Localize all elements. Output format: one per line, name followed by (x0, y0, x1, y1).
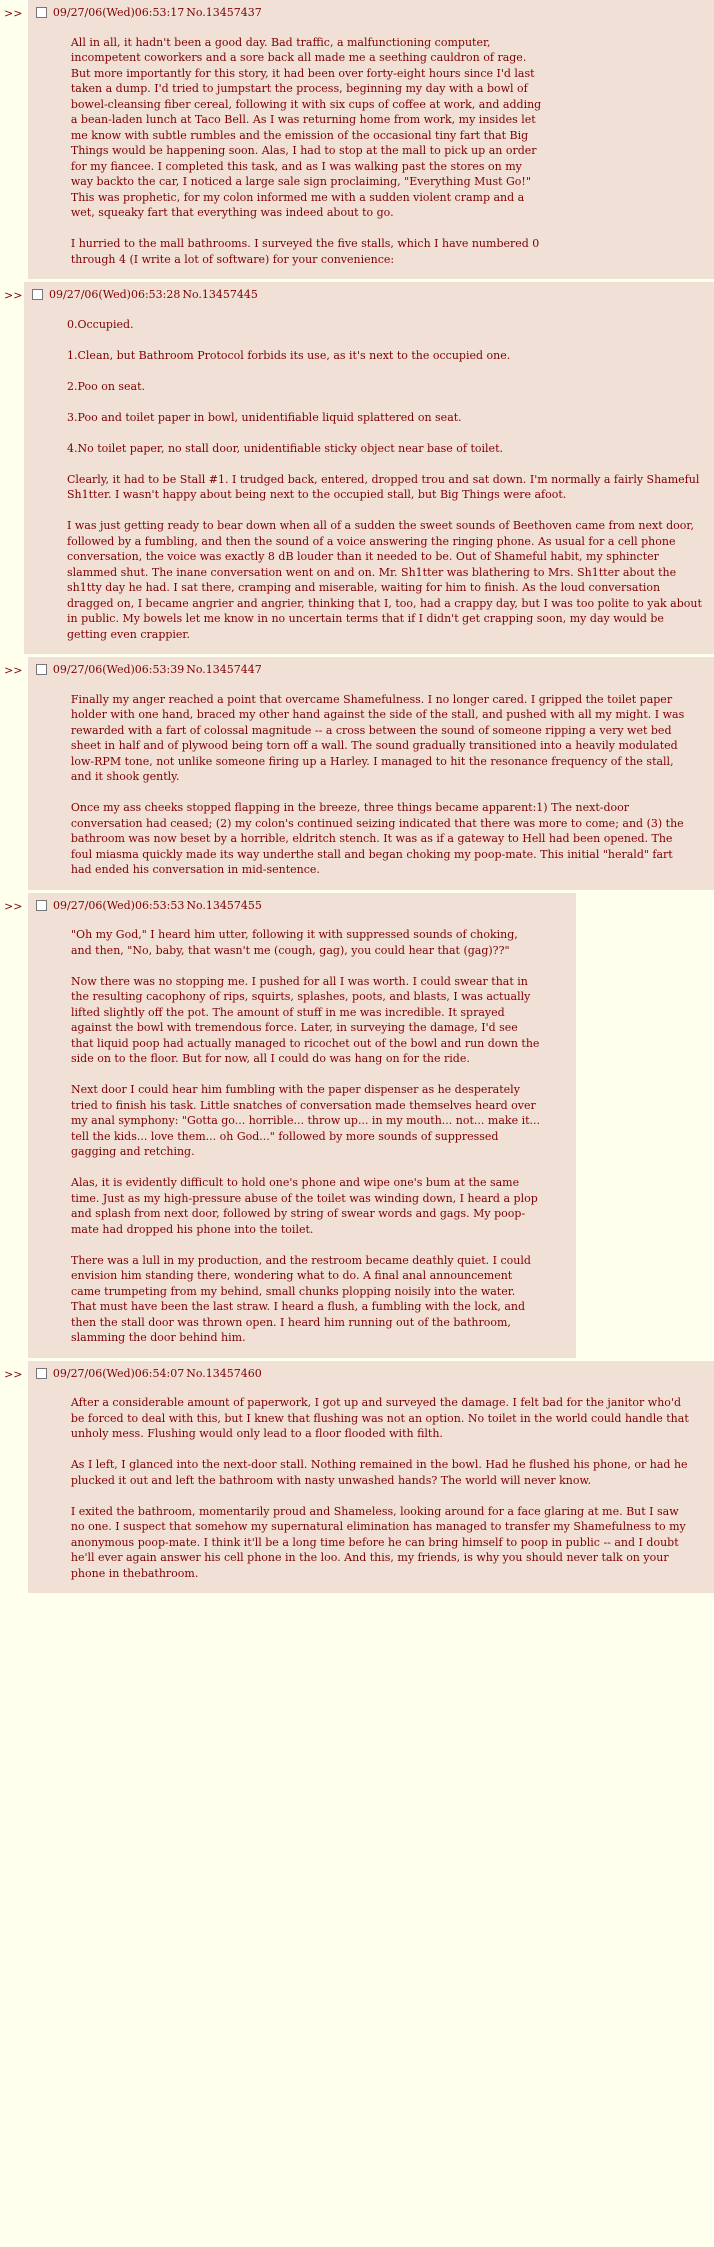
post-paragraph: Next door I could hear him fumbling with the paper dispenser as he desperately tried to finish his task. Little snatches of conversation made themselves heard over my anal symphony: "Gotta go... horrible... throw up... in my mouth... not... make it... tell the kids... love them... oh God..." followed by more sounds of suppressed gagging and retching. (71, 1083, 540, 1158)
reply-row (0, 282, 714, 654)
reply-row (0, 1361, 714, 1594)
reply-arrows: >> (4, 7, 23, 20)
post-number-link[interactable]: No.13457445 (182, 288, 258, 301)
post-paragraph: Alas, it is evidently difficult to hold one's phone and wipe one's bum at the same time. Just as my high-pressure abuse of the toilet was winding down, I heard a plop and splash from next door, followed by string of swear words and gags. My poop-mate had dropped his phone into the toilet. (71, 1176, 538, 1236)
reply-arrows: >> (4, 664, 23, 677)
reply-post (28, 0, 714, 279)
post-date: 09/27/06(Wed)06:54:07 (52, 1366, 185, 1380)
post-number-link[interactable]: No.13457455 (186, 898, 262, 912)
post-select-checkbox[interactable] (36, 664, 47, 675)
post-date: 09/27/06(Wed)06:53:28 (49, 288, 181, 301)
post-paragraph: 4.No toilet paper, no stall door, unidentifiable sticky object near base of toilet. (67, 441, 503, 455)
post-number-link[interactable]: No.13457460 (186, 1366, 262, 1380)
post-paragraph: 0.Occupied. (67, 317, 134, 331)
reply-row (0, 893, 714, 1358)
post-header (36, 898, 564, 914)
reply-post (28, 893, 576, 1358)
post-number-link[interactable]: No.13457447 (186, 663, 262, 676)
post-paragraph: As I left, I glanced into the next-door stall. Nothing remained in the bowl. Had he flushed his phone, or had he plucked it out and left the bathroom with nasty unwashed hands? The world will never know. (70, 1458, 688, 1487)
post-paragraph: I exited the bathroom, momentarily proud and Shameless, looking around for a face glaring at me. But I saw no one. I suspect that somehow my supernatural elimination has managed to transfer my Shamefulness to my anonymous poop-mate. I think it'll be a long time before he can bring himself to poop in public -- and I doubt he'll ever again answer his cell phone in the loo. And this, my friends, is why you should never talk on your phone in thebathroom. (70, 1504, 686, 1580)
post-date: 09/27/06(Wed)06:53:17 (52, 6, 185, 19)
post-header (32, 287, 702, 303)
post-paragraph: "Oh my God," I heard him utter, following it with suppressed sounds of choking, and then, "No, baby, that wasn't me (cough, gag), you could hear that (gag)??" (71, 928, 518, 957)
post-date: 09/27/06(Wed)06:53:53 (53, 898, 185, 912)
post-body (36, 927, 541, 1346)
reply-arrows: >> (4, 1367, 23, 1381)
post-paragraph: 2.Poo on seat. (67, 379, 146, 393)
post-select-checkbox[interactable] (36, 1368, 47, 1379)
reply-post (28, 1361, 714, 1594)
reply-post (28, 657, 714, 890)
post-header (36, 1366, 702, 1382)
post-paragraph: Finally my anger reached a point that overcame Shamefulness. I no longer cared. I gripped the toilet paper holder with one hand, braced my other hand against the side of the stall, and pushed with all my might. I was rewarded with a fart of colossal magnitude -- a cross between the sound of someone ripping a very wet bed sheet in half and of plywood being torn off a wall. The sound gradually transitioned into a heavily modulated low-RPM tone, not unlike someone firing up a Harley. I managed to hit the resonance frequency of the stall, and it shook gently. (70, 692, 685, 783)
post-date: 09/27/06(Wed)06:53:39 (52, 663, 185, 676)
reply-row (0, 657, 714, 890)
post-paragraph: All in all, it hadn't been a good day. Bad traffic, a malfunctioning computer, incompetent coworkers and a sore back all made me a seething cauldron of rage. But more importantly for this story, it had been over forty-eight hours since I'd last taken a dump. I'd tried to jumpstart the process, beginning my day with a bowl of bowel-cleansing fiber cereal, following it with six cups of coffee at work, and adding a bean-laden lunch at Taco Bell. As I was returning home from work, my insides let me know with subtle rumbles and the emission of the occasional tiny fart that Big Things would be happening soon. Alas, I had to stop at the mall to pick up an order for my fiancee. I completed this task, and as I was walking past the stores on my way backto the car, I noticed a large sale sign proclaiming, "Everything Must Go!" This was prophetic, for my colon informed me with a sudden violent cramp and a wet, squeaky fart that everything was indeed about to go. (70, 35, 542, 219)
post-number-link[interactable]: No.13457437 (186, 6, 262, 19)
post-paragraph: Now there was no stopping me. I pushed for all I was worth. I could swear that in the resulting cacophony of rips, squirts, splashes, poots, and blasts, I was actually lifted slightly off the pot. The amount of stuff in me was incredible. It sprayed against the bowl with tremendous force. Later, in surveying the damage, I'd see that liquid poop had actually managed to ricochet out of the bowl and run down the side on to the floor. But for now, all I could do was hang on for the ride. (71, 974, 540, 1065)
post-select-checkbox[interactable] (36, 900, 47, 911)
post-select-checkbox[interactable] (32, 289, 43, 300)
post-body (32, 317, 707, 643)
post-paragraph: Once my ass cheeks stopped flapping in the breeze, three things became apparent:1) The next-door conversation had ceased; (2) my colon's continued seizing indicated that there was more to come; and (3) the bathroom was now beset by a horrible, eldritch stench. It was as if a gateway to Hell had been opened. The foul miasma quickly made its way underthe stall and began choking my poop-mate. This initial "herald" fart had ended his conversation in mid-sentence. (70, 801, 684, 876)
reply-post (24, 282, 714, 654)
post-header (36, 5, 702, 21)
post-body (36, 35, 545, 268)
post-body (36, 692, 696, 878)
post-paragraph: I hurried to the mall bathrooms. I surveyed the five stalls, which I have numbered 0 through 4 (I write a lot of software) for your convenience: (70, 237, 540, 266)
post-paragraph: 1.Clean, but Bathroom Protocol forbids its use, as it's next to the occupied one. (67, 348, 511, 362)
reply-row (0, 0, 714, 279)
post-paragraph: There was a lull in my production, and the restroom became deathly quiet. I could envision him standing there, wondering what to do. A final anal announcement came trumpeting from my behind, small chunks plopping noisily into the water. That must have been the last straw. I heard a flush, a fumbling with the lock, and then the stall door was thrown open. I heard him running out of the bathroom, slamming the door behind him. (71, 1253, 531, 1344)
post-select-checkbox[interactable] (36, 7, 47, 18)
post-header (36, 662, 702, 678)
reply-arrows: >> (4, 899, 23, 913)
post-paragraph: I was just getting ready to bear down when all of a sudden the sweet sounds of Beethoven came from next door, followed by a fumbling, and then the sound of a voice answering the ringing phone. As usual for a cell phone conversation, the voice was exactly 8 dB louder than it needed to be. Out of Shameful habit, my sphincter slammed shut. The inane conversation went on and on. Mr. Sh1tter was blathering to Mrs. Sh1tter about the sh1tty day he had. I sat there, cramping and miserable, waiting for him to finish. As the loud conversation dragged on, I became angrier and angrier, thinking that I, too, had a crappy day, but I was too polite to yak about in public. My bowels let me know in no uncertain terms that if I didn't get crapping soon, my day would be getting even crappier. (67, 519, 702, 641)
post-paragraph: After a considerable amount of paperwork, I got up and surveyed the damage. I felt bad for the janitor who'd be forced to deal with this, but I knew that flushing was not an option. No toilet in the world could handle that unholy mess. Flushing would only lead to a floor flooded with filth. (70, 1396, 689, 1440)
reply-arrows: >> (4, 289, 23, 302)
post-body (36, 1395, 691, 1581)
post-paragraph: 3.Poo and toilet paper in bowl, unidentifiable liquid splattered on seat. (67, 410, 462, 424)
post-paragraph: Clearly, it had to be Stall #1. I trudged back, entered, dropped trou and sat down. I'm normally a fairly Shameful Sh1tter. I wasn't happy about being next to the occupied stall, but Big Things were afoot. (67, 472, 700, 501)
